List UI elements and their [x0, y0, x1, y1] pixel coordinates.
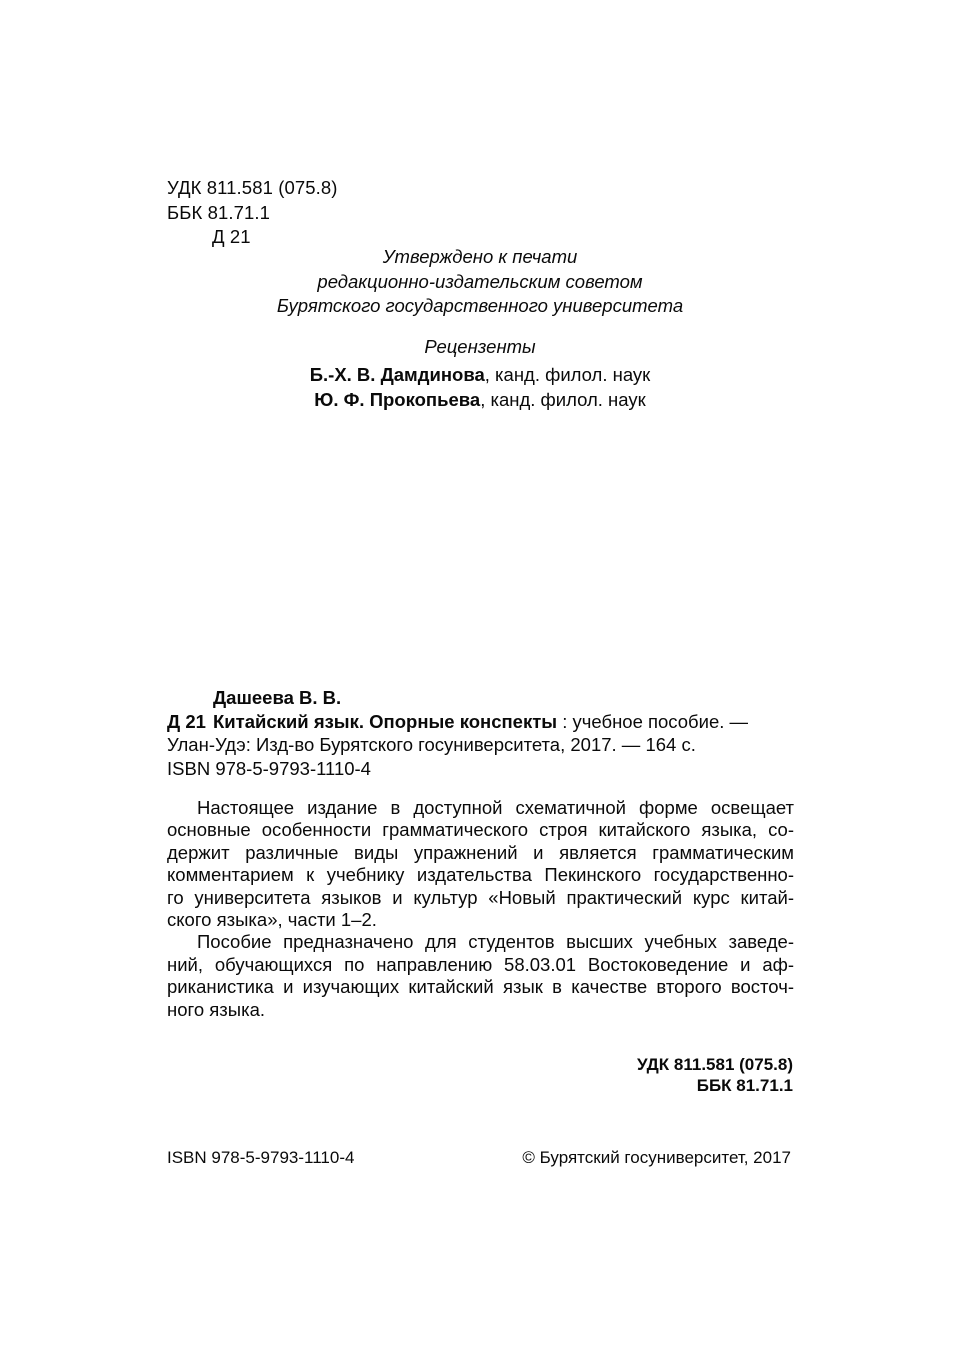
- annotation-paragraph: [167, 797, 794, 931]
- record-entry: [167, 710, 793, 734]
- record-shelfmark: Д 21: [167, 710, 206, 732]
- annotation-line: ного языка.: [167, 998, 266, 1020]
- annotation-line: Пособие предназначено для студентов высших учебных заведе-: [197, 931, 794, 953]
- copyright-notice: © Бурятский госуниверситет, 2017: [522, 1148, 791, 1167]
- approval-statement: [167, 245, 793, 319]
- shelfmark-code: Д 21: [212, 226, 251, 247]
- bibliographic-record: [167, 686, 793, 780]
- record-author: Дашеева В. В.: [213, 687, 342, 708]
- footer-bbk-code: ББК 81.71.1: [696, 1076, 793, 1095]
- record-title-line: [167, 710, 793, 734]
- bbk-code: ББК 81.71.1: [167, 201, 271, 223]
- annotation-text: [167, 797, 794, 1021]
- approval-line-1: Утверждено к печати: [382, 246, 578, 267]
- annotation-line: Настоящее издание в доступной схематичной форме освещает: [197, 797, 794, 818]
- approval-line-2: редакционно-издательским советом: [317, 270, 643, 292]
- reviewer-name: Б.-Х. В. Дамдинова: [309, 363, 485, 385]
- annotation-line: держит различные виды упражнений и является грамматическим: [167, 841, 794, 863]
- annotation-line: риканистика и изучающих китайский язык в качестве второго восточ-: [167, 976, 794, 998]
- reviewer-name: Ю. Ф. Прокопьева: [314, 389, 481, 410]
- record-subtitle: : учебное пособие. —: [557, 710, 749, 732]
- reviewer-degree: , канд. филол. наук: [484, 363, 651, 385]
- footer-udc-code: УДК 811.581 (075.8): [636, 1055, 793, 1074]
- annotation-line: ний, обучающихся по направлению 58.03.01 Востоковедение и аф-: [167, 953, 794, 975]
- annotation-line: комментарием к учебнику издательства Пекинского государственно-: [167, 864, 794, 886]
- reviewer-degree: , канд. филол. наук: [480, 389, 646, 410]
- classification-codes: [167, 176, 338, 250]
- annotation-line: ского языка», части 1–2.: [167, 909, 377, 931]
- footer-classification-codes: [167, 1054, 793, 1096]
- reviewer-entry: [167, 387, 793, 413]
- annotation-line: го университета языков и культур «Новый практический курс китай-: [167, 886, 794, 908]
- record-isbn: ISBN 978-5-9793-1110-4: [167, 757, 371, 779]
- reviewer-entry: [167, 362, 793, 388]
- annotation-paragraph: [167, 931, 794, 1021]
- footer-isbn: ISBN 978-5-9793-1110-4: [167, 1148, 355, 1167]
- reviewers-heading: Рецензенты: [424, 336, 536, 357]
- annotation-line: основные особенности грамматического строя китайского языка, со-: [167, 819, 794, 841]
- approval-line-3: Бурятского государственного университета: [276, 295, 684, 316]
- reviewers-section: [167, 334, 793, 413]
- udc-code: УДК 811.581 (075.8): [167, 177, 338, 198]
- page-footer: [167, 1148, 793, 1168]
- record-imprint: Улан-Удэ: Изд-во Бурятского госуниверситета, 2017. — 164 с.: [167, 734, 696, 755]
- record-title: Китайский язык. Опорные конспекты: [213, 710, 558, 732]
